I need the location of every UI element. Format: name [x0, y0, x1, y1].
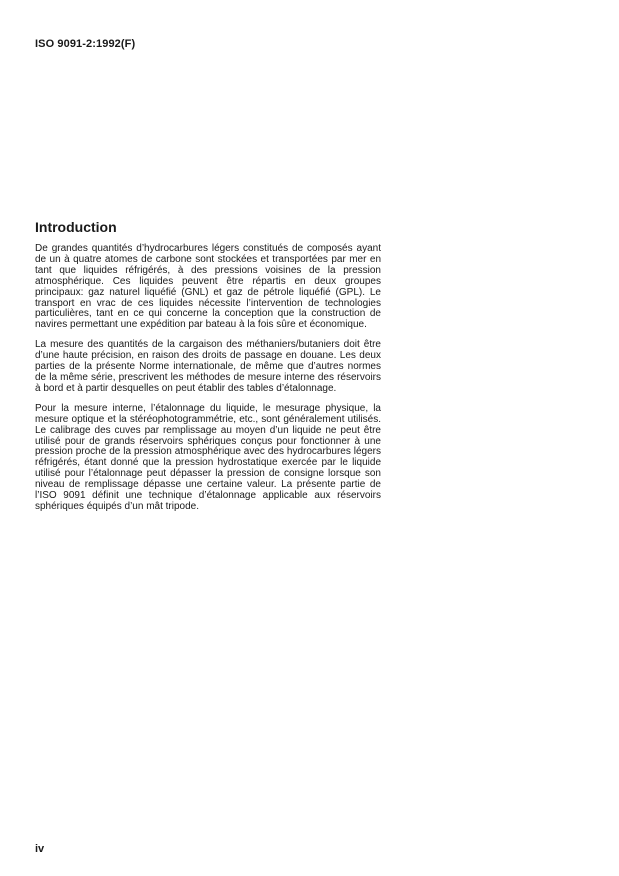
- document-id: ISO 9091-2:1992(F): [35, 38, 136, 50]
- paragraph-1: De grandes quantités d’hydrocarbures légers constitués de composés ayant de un à quatre atomes de carbone sont stockées et transportées par mer en tant que liquides réfrigérés, à des pressions voisines de la pression atmosphérique. Ces liquides peuvent être répartis en deux groupes principaux: gaz naturel liquéfié (GNL) et gaz de pétrole liquéfié (GPL). Le transport en vrac de ces liquides nécessite l’intervention de technologies particulières, tant en ce qui concerne la conception que la construction de navires permettant une expédition par bateau à la fois sûre et économique.: [35, 243, 381, 331]
- paragraph-3: Pour la mesure interne, l’étalonnage du liquide, le mesurage physique, la mesure optique et la stéréophotogrammétrie, etc., sont généralement utilisés. Le calibrage des cuves par remplissage au moyen d’un liquide ne peut être utilisé pour de grands réservoirs sphériques conçus pour fonctionner à une pression proche de la pression atmosphérique avec des hydrocarbures légers réfrigérés, étant donné que la pression hydrostatique exercée par le liquide utilisé pour l’étalonnage peut dépasser la pression de consigne lorsque son niveau de remplissage dépasse une certaine valeur. La présente partie de l’ISO 9091 définit une technique d’étalonnage applicable aux réservoirs sphériques équipés d’un mât tripode.: [35, 402, 381, 512]
- paragraph-2: La mesure des quantités de la cargaison des méthaniers/butaniers doit être d’une haute précision, en raison des droits de passage en douane. Les deux parties de la présente Norme internationale, de même que d’autres normes de la même série, prescrivent les méthodes de mesure interne des réservoirs à bord et à partir desquelles on peut établir des tables d’étalonnage.: [35, 339, 381, 394]
- introduction-body: [35, 244, 381, 522]
- section-title: Introduction: [35, 219, 117, 235]
- page-number: iv: [35, 843, 45, 855]
